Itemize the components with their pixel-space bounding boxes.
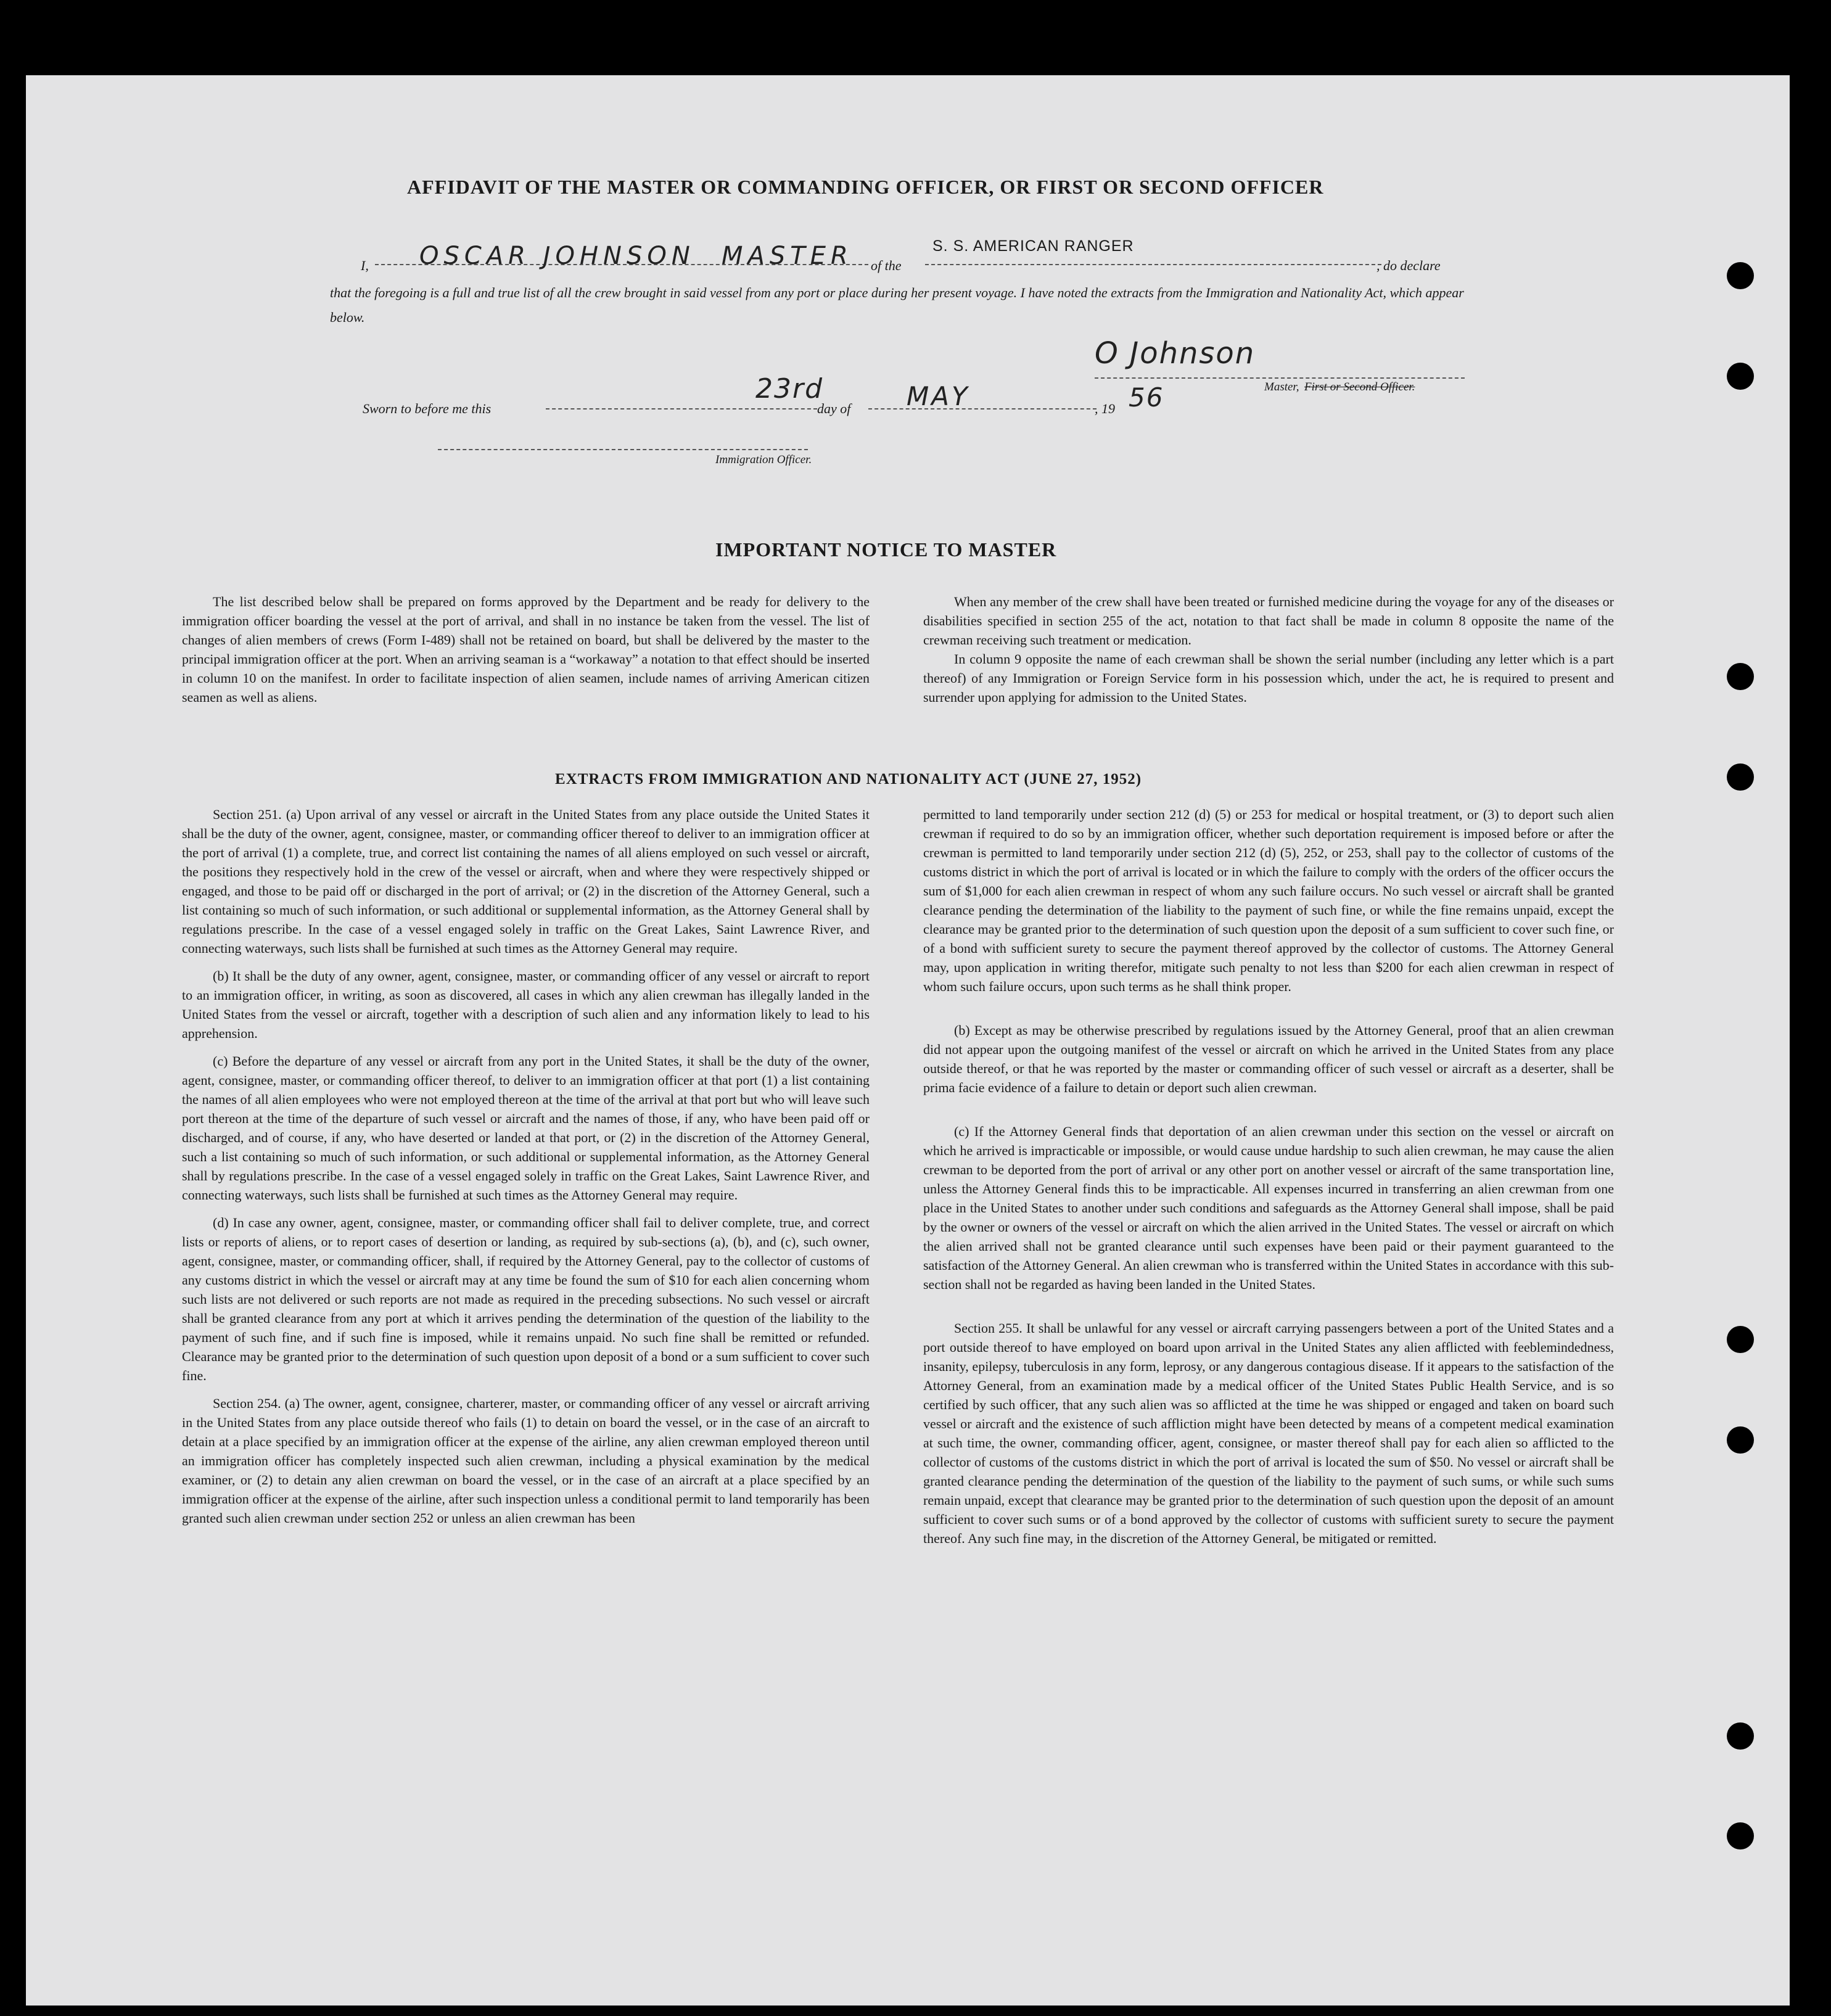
notice-left-text: The list described below shall be prepared on forms approved by the Department and be ready for delivery to the immigration officer boarding the vessel at the port of arrival, and shall in no instance be taken from the vessel. The list of changes of alien members of crews (Form I-489) shall not be retained on board, but shall be delivered by the master to the principal immigration officer at the port. When an arriving seaman is a “workaway” a notation to that effect should be inserted in column 10 on the manifest. In order to facilitate inspection of alien seamen, include names of arriving American citizen seamen as well as aliens. (182, 594, 870, 705)
section-251-a: Section 251. (a) Upon arrival of any vessel or aircraft in the United States from any place outside the United States it shall be the duty of the owner, agent, consignee, master, or commanding officer thereof to deliver to an immigration officer at the port of arrival (1) a complete, true, and correct list containing the names of all aliens employed on such vessel or aircraft, the positions they respectively hold in the crew of the vessel or aircraft, when and where they were respectively shipped or engaged, and those to be paid off or discharged in the port of arrival; or (2) in the discretion of the Attorney General, such a list containing so much of such information, or such additional or supplemental information, as the Attorney General shall by regulations prescribe. In the case of a vessel engaged solely in traffic on the Great Lakes, Saint Lawrence River, and connecting waterways, such lists shall be furnished at such times as the Attorney General may require. (182, 807, 870, 956)
declarant-prefix: I, (361, 258, 369, 273)
section-254-b: (b) Except as may be otherwise prescribed by regulations issued by the Attorney General, proof that an alien crewman did not appear upon the outgoing manifest of the vessel or aircraft on which he arrived in the United States from any place outside thereof, or that he was reported by the master or commanding officer of such vessel or aircraft as a deserter, shall be prima facie evidence of a failure to detain or deport such alien crewman. (923, 1022, 1614, 1095)
sworn-label: Sworn to before me this (363, 401, 492, 416)
vessel-line (925, 264, 1381, 265)
punch-hole (1727, 1426, 1754, 1454)
extracts-left-column (182, 805, 870, 1536)
struck-officer-label: First or Second Officer. (1304, 381, 1415, 393)
section-251-b: (b) It shall be the duty of any owner, agent, consignee, master, or commanding officer of any vessel or aircraft to report to an immigration officer, in writing, as soon as discovered, all cases in which any alien crewman has illegally landed in the United States from the vessel or aircraft, together with a description of such alien and any information likely to lead to his apprehension. (182, 968, 870, 1041)
notice-left-column (182, 592, 870, 707)
day-value: 23rd (755, 373, 824, 405)
section-255: Section 255. It shall be unlawful for any vessel or aircraft carrying passengers between a port of the United States and a port outside thereof to have employed on board upon arrival in the United States any alien afflicted with feeblemindedness, insanity, epilepsy, tuberculosis in any form, leprosy, or any dangerous contagious disease. If it appears to the satisfaction of the Attorney General, from an examination made by a medical officer of the United States Public Health Service, and is so certified by such officer, that any such alien was so afflicted at the time he was shipped or engaged and taken on board such vessel or aircraft and the existence of such affliction might have been detected by means of a competent medical examination at such time, the owner, commanding officer, agent, consignee, or master thereof shall pay for each alien so afflicted to the collector of customs of the customs district in which the port of arrival is located the sum of $50. No vessel or aircraft shall be granted clearance pending the determination of the question of the liability to the payment of such sums, or while such sums remain unpaid, except that clearance may be granted prior to the determination of such question upon the deposit of an amount sufficient to cover such sums or of a bond approved by the collector of customs with sufficient surety to secure the payment thereof. Any such fine may, in the discretion of the Attorney General, be mitigated or remitted. (923, 1320, 1614, 1546)
master-signature: O Johnson (1095, 336, 1256, 371)
notice-right-text-2: In column 9 opposite the name of each crewman shall be shown the serial number (including any letter which is a part thereof) of any Immigration or Foreign Service form in his possession which, under the act, he is required to present and surrender upon applying for admission to the United States. (923, 651, 1614, 705)
punch-hole (1727, 262, 1754, 289)
notice-right-text-1: When any member of the crew shall have been treated or furnished medicine during the voyage for any of the diseases or disabilities specified in section 255 of the act, notation to that fact shall be made in column 8 opposite the name of the crewman receiving such treatment or medication. (923, 594, 1614, 648)
affidavit-title: AFFIDAVIT OF THE MASTER OR COMMANDING OFFICER, OR FIRST OR SECOND OFFICER (407, 176, 1324, 198)
of-the-label: of the (871, 258, 902, 273)
punch-hole (1727, 1722, 1754, 1750)
notice-title: IMPORTANT NOTICE TO MASTER (715, 538, 1057, 561)
punch-hole (1727, 763, 1754, 791)
notice-right-column (923, 592, 1614, 707)
punch-hole (1727, 363, 1754, 390)
punch-hole (1727, 1822, 1754, 1849)
immigration-officer-label: Immigration Officer. (715, 453, 812, 466)
vessel-name: S. S. AMERICAN RANGER (932, 237, 1134, 255)
declarant-name: OSCAR JOHNSON (419, 242, 695, 270)
day-of-label: day of (817, 401, 851, 416)
punch-hole (1727, 1326, 1754, 1353)
section-254-a-continued: permitted to land temporarily under section 212 (d) (5) or 253 for medical or hospital treatment, or (3) to deport such alien crewman if required to do so by an immigration officer, whether such deportation requirement is imposed before or after the crewman is permitted to land temporarily under section 212 (d) (5), 252, or 253, shall pay to the collector of customs of the customs district in which the port of arrival is located or in which the failure to comply with the orders of the officer occurs the sum of $1,000 for each alien crewman in respect of whom any such failure occurs. No such vessel or aircraft shall be granted clearance pending the determination of the liability to the payment of such fine, or while the fine remains unpaid, except the clearance may be granted prior to the determination of such question upon the deposit of a sum sufficient to cover such fine, or of a bond with sufficient surety to secure the payment thereof approved by the collector of customs. The Attorney General may, upon application in writing therefor, mitigate such penalty to not less than $200 for each alien crewman in respect of whom such failure occurs, upon such terms as he shall think proper. (923, 807, 1614, 994)
year-prefix: , 19 (1095, 401, 1115, 416)
extracts-title: EXTRACTS FROM IMMIGRATION AND NATIONALITY ACT (JUNE 27, 1952) (555, 771, 1142, 788)
declaration-text: that the foregoing is a full and true list of all the crew brought in said vessel from any port or place during her present voyage. I have noted the extracts from the Immigration and Nationality Act, which appear below. (330, 285, 1464, 325)
section-251-d: (d) In case any owner, agent, consignee, master, or commanding officer shall fail to deliver complete, true, and correct lists or reports of aliens, or to report cases of desertion or landing, as required by sub-sections (a), (b), and (c), such owner, agent, consignee, master, or commanding officer, shall, if required by the Attorney General, pay to the collector of customs of any customs district in which the vessel or aircraft may at any time be found the sum of $10 for each alien concerning whom such lists are not delivered or such reports are not made as required in the preceding subsections. No such vessel or aircraft shall be granted clearance from any port at which it arrives pending the determination of the question of the liability to the payment of such fine, and if such fine is imposed, while it remains unpaid. No such fine shall be remitted or refunded. Clearance may be granted prior to the determination of such question upon deposit of a bond or a sum sufficient to cover such fine. (182, 1215, 870, 1383)
extracts-right-column (923, 805, 1614, 1557)
day-line (546, 408, 817, 409)
do-declare-label: , do declare (1376, 258, 1441, 273)
signature-line (1095, 377, 1465, 379)
month-line (868, 408, 1097, 409)
month-value: MAY (907, 381, 970, 411)
master-label: Master, (1264, 381, 1299, 393)
section-254-c: (c) If the Attorney General finds that deportation of an alien crewman under this section on the vessel or aircraft on which he arrived is impracticable or impossible, or would cause undue hardship to such alien crewman, he may cause the alien crewman to be deported from the port of arrival or any other port on another vessel or aircraft of the same transportation line, unless the Attorney General finds this to be impracticable. All expenses incurred in transferring an alien crewman from one place in the United States to another under such conditions and safeguards as the Attorney General shall impose, shall be paid by the owner or owners of the vessel or aircraft on which the alien arrived in the United States. The vessel or aircraft on which the alien arrived shall not be granted clearance until such expenses have been paid or their payment guaranteed to the satisfaction of the Attorney General. An alien crewman who is transferred within the United States in accordance with this sub-section shall not be regarded as having been landed in the United States. (923, 1124, 1614, 1292)
officer-line (438, 449, 808, 450)
section-254-a: Section 254. (a) The owner, agent, consignee, charterer, master, or commanding officer of any vessel or aircraft arriving in the United States from any place outside thereof who fails (1) to detain on board the vessel, or in the case of an aircraft to detain at a place specified by an immigration officer at the expense of the airline, any alien crewman employed thereon until an immigration officer has completely inspected such alien crewman, including a physical examination by the medical examiner, or (2) to detain any alien crewman on board the vessel, or in the case of an aircraft at a place specified by an immigration officer at the expense of the airline, after such inspection unless a conditional permit to land temporarily has been granted such alien crewman under section 252 or unless an alien crewman has been (182, 1396, 870, 1526)
declarant-rank: MASTER (722, 242, 853, 270)
year-value: 56 (1129, 382, 1164, 413)
punch-hole (1727, 663, 1754, 690)
section-251-c: (c) Before the departure of any vessel or aircraft from any port in the United States, it shall be the duty of the owner, agent, consignee, master, or commanding officer thereof, to deliver to an immigration officer at that port (1) a list containing the names of all alien employees who were not employed thereon at the time of the arrival at that port but who will leave such port thereon at the time of the departure of such vessel or aircraft and the names of those, if any, who have been paid off or discharged, and of course, if any, who have deserted or landed at that port, or (2) in the discretion of the Attorney General, such a list containing so much of such information, or such additional or supplemental information, as the Attorney General shall by regulations prescribe. In the case of a vessel engaged solely in traffic on the Great Lakes, Saint Lawrence River, and connecting waterways, such lists shall be furnished at such times as the Attorney General may require. (182, 1053, 870, 1203)
